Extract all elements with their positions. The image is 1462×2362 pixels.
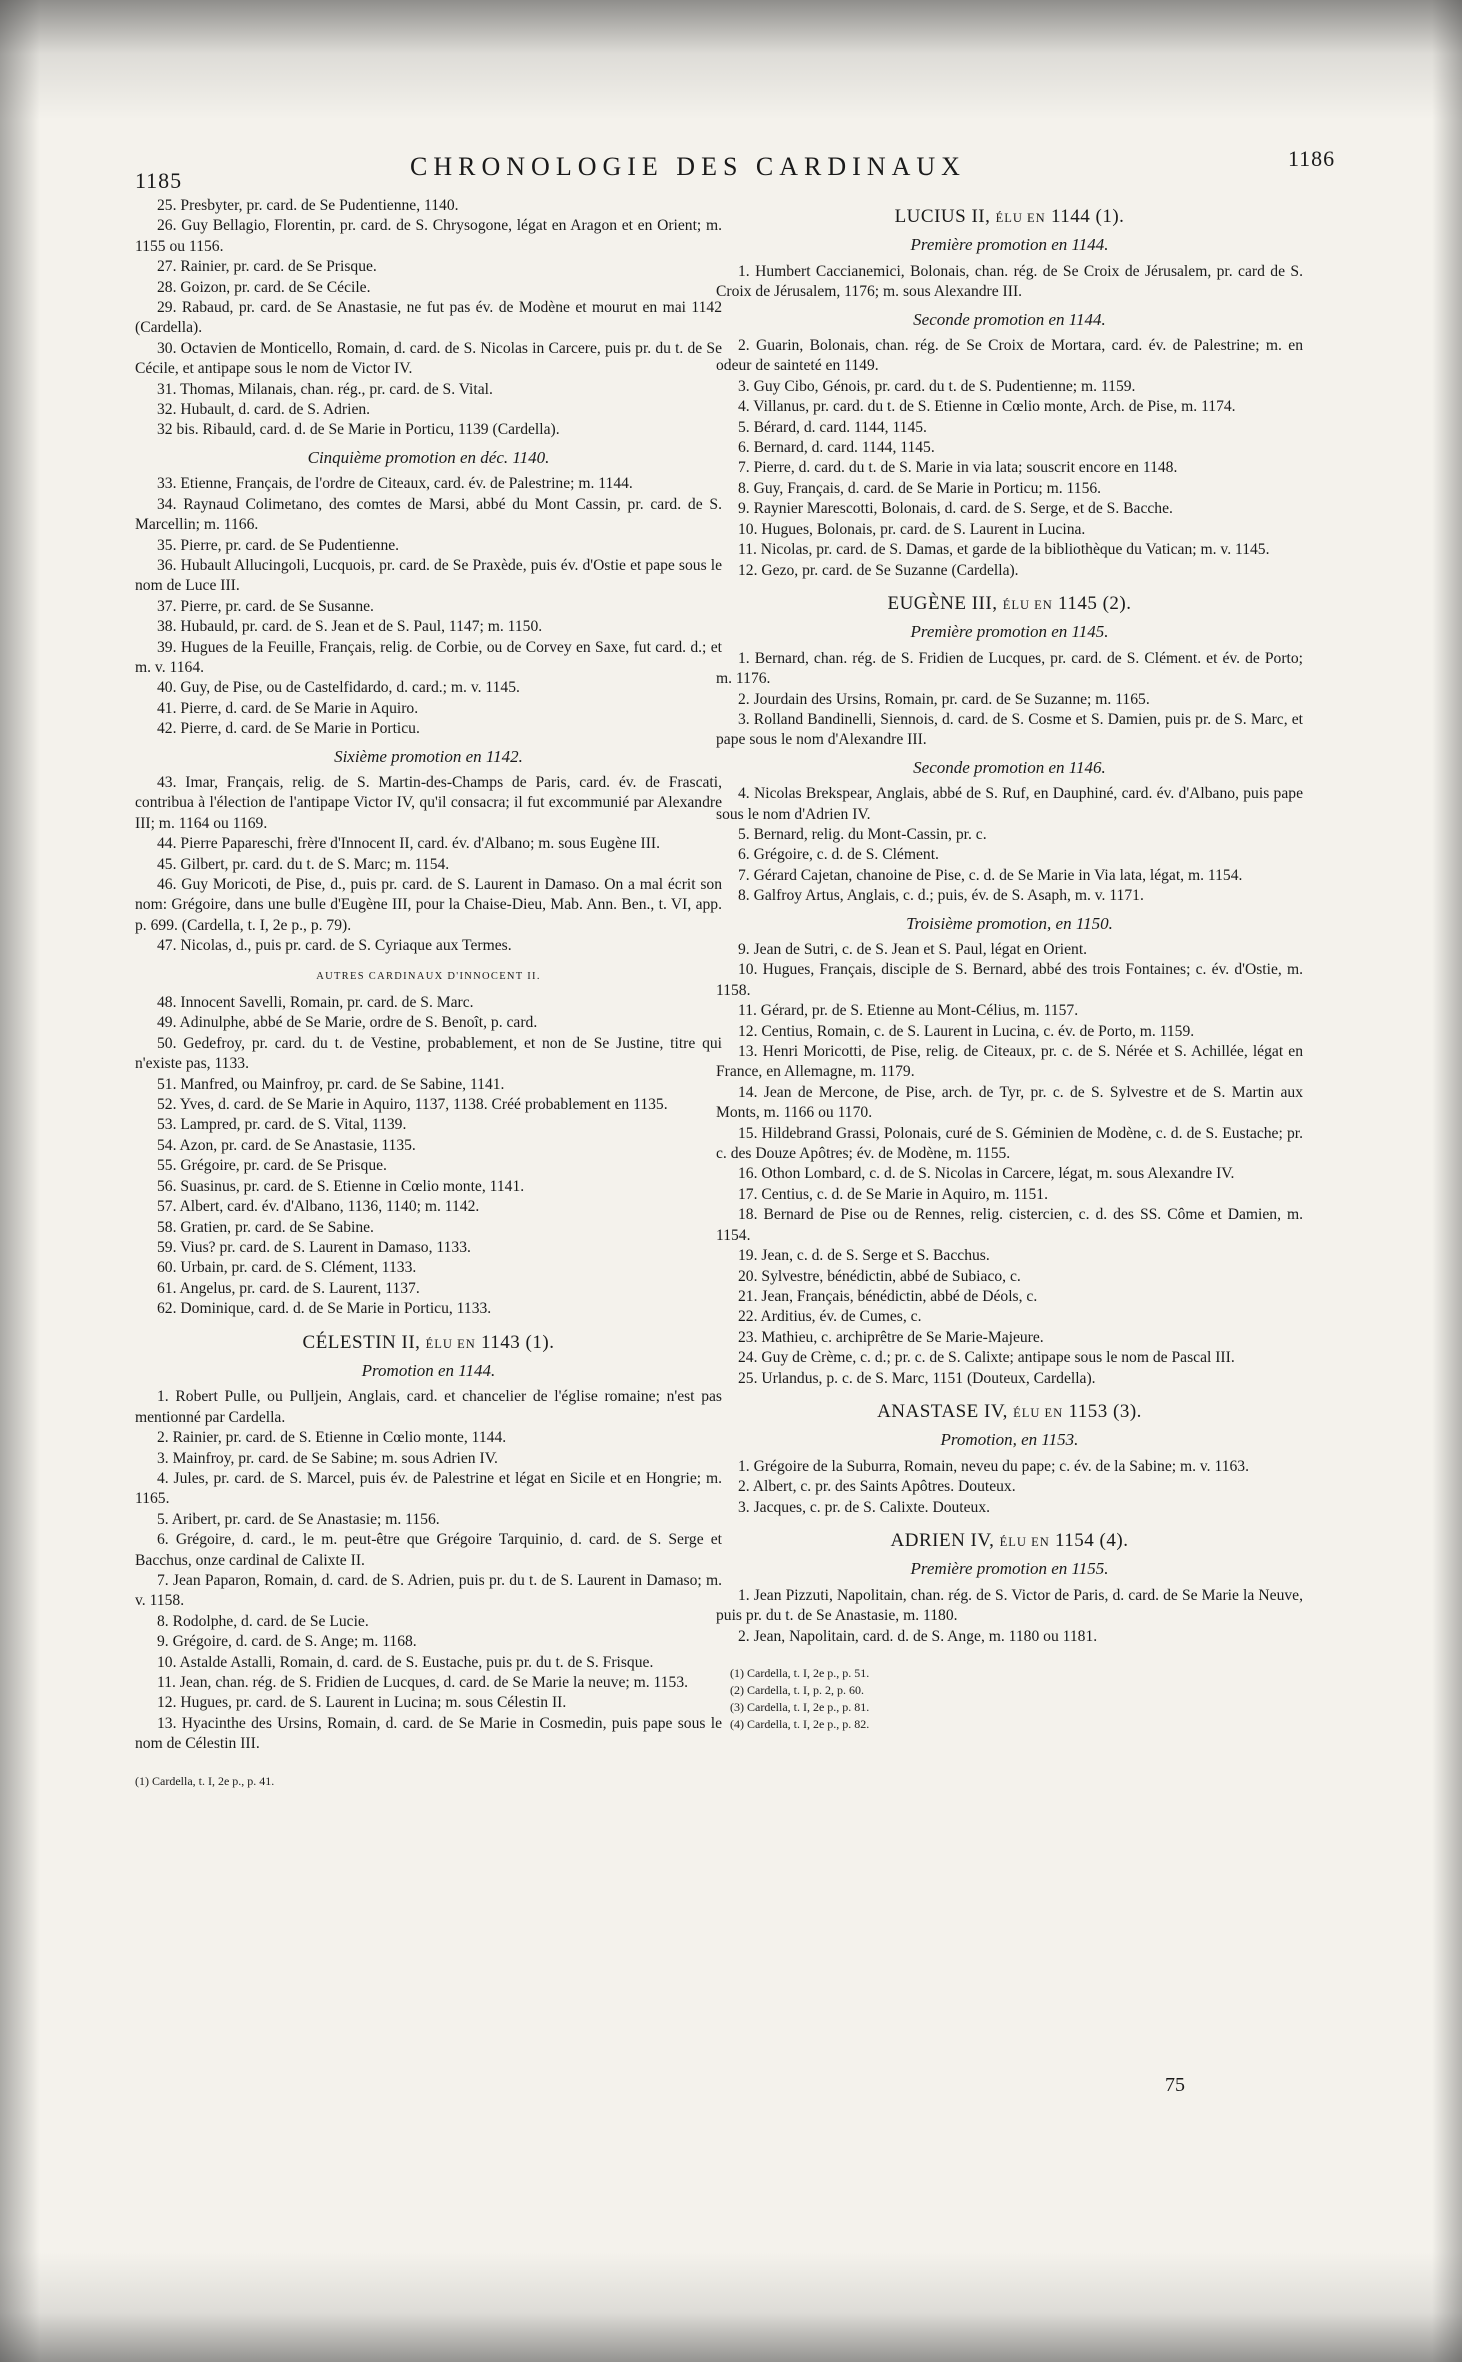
- cardinal-entry: 14. Jean de Mercone, de Pise, arch. de Tyr, pr. c. de S. Sylvestre et de S. Martin aux Monts, m. 1166 ou 1170.: [716, 1083, 1303, 1122]
- cardinal-entry: 30. Octavien de Monticello, Romain, d. card. de S. Nicolas in Carcere, puis pr. du t. de Se Cécile, et antipape sous le nom de Victor IV.: [135, 339, 722, 378]
- cardinal-entry: 12. Centius, Romain, c. de S. Laurent in Lucina, c. év. de Porto, m. 1159.: [738, 1022, 1195, 1040]
- cardinal-entry: 17. Centius, c. d. de Se Marie in Aquiro, m. 1151.: [738, 1185, 1048, 1203]
- footnotes: [135, 1773, 722, 1790]
- cardinal-entry: 34. Raynaud Colimetano, des comtes de Marsi, abbé du Mont Cassin, pr. card. de S. Marcellin; m. 1166.: [135, 495, 722, 534]
- cardinal-entry: 1. Bernard, chan. rég. de S. Fridien de Lucques, pr. card. de S. Clément. et év. de Porto; m. 1176.: [716, 649, 1303, 688]
- cardinal-entry: 45. Gilbert, pr. card. du t. de S. Marc; m. 1154.: [157, 855, 450, 873]
- cardinal-entry: 5. Bernard, relig. du Mont-Cassin, pr. c.: [738, 825, 987, 843]
- cardinal-entry: 9. Raynier Marescotti, Bolonais, d. card. de S. Serge, et de S. Bacche.: [738, 500, 1173, 518]
- promotion-heading: Seconde promotion en 1146.: [913, 757, 1106, 777]
- cardinal-entry: 47. Nicolas, d., puis pr. card. de S. Cyriaque aux Termes.: [157, 937, 512, 955]
- elected-year: 1143 (1).: [475, 1331, 555, 1353]
- elected-label: ÉLU EN: [1002, 597, 1053, 612]
- cardinal-entry: 8. Galfroy Artus, Anglais, c. d.; puis, év. de S. Asaph, m. v. 1171.: [738, 887, 1144, 905]
- cardinal-entry: 6. Grégoire, d. card., le m. peut-être que Grégoire Tarquinio, d. card. de S. Serge et Bacchus, onze cardinal de Calixte II.: [135, 1531, 722, 1569]
- cardinal-entry: 11. Nicolas, pr. card. de S. Damas, et garde de la bibliothèque du Vatican; m. v. 1145.: [738, 541, 1270, 559]
- elected-label: ÉLU EN: [425, 1336, 476, 1351]
- promotion-heading: Seconde promotion en 1144.: [913, 309, 1106, 329]
- cardinal-entry: 26. Guy Bellagio, Florentin, pr. card. de S. Chrysogone, légat en Aragon et en Orient; m. 1155 ou 1156.: [135, 217, 722, 255]
- cardinal-entry: 61. Angelus, pr. card. de S. Laurent, 1137.: [157, 1279, 420, 1297]
- cardinal-entry: 40. Guy, de Pise, ou de Castelfidardo, d. card.; m. v. 1145.: [157, 679, 520, 697]
- cardinal-entry: 11. Jean, chan. rég. de S. Fridien de Lucques, d. card. de Se Marie la neuve; m. 1153.: [157, 1674, 689, 1692]
- elected-year: 1154 (4).: [1049, 1529, 1129, 1551]
- cardinal-entry: 2. Jean, Napolitain, card. d. de S. Ange, m. 1180 ou 1181.: [738, 1627, 1098, 1645]
- cardinal-entry: 2. Jourdain des Ursins, Romain, pr. card. de Se Suzanne; m. 1165.: [738, 690, 1150, 708]
- scan-edge-left: [0, 0, 40, 2362]
- footnote: (3) Cardella, t. I, 2e p., p. 81.: [730, 1700, 870, 1714]
- cardinal-entry: 7. Gérard Cajetan, chanoine de Pise, c. d. de Se Marie in Via lata, légat, m. 1154.: [738, 866, 1243, 884]
- section-heading: AUTRES CARDINAUX D'INNOCENT II.: [316, 970, 541, 982]
- cardinal-entry: 4. Nicolas Brekspear, Anglais, abbé de S. Ruf, en Dauphiné, card. év. d'Albano, puis pape sous le nom d'Adrien IV.: [716, 785, 1303, 823]
- pope-name: ADRIEN IV,: [890, 1529, 1000, 1551]
- pope-heading: [135, 1333, 722, 1354]
- cardinal-entry: 44. Pierre Papareschi, frère d'Innocent II, card. év. d'Albano; m. sous Eugène III.: [157, 835, 660, 853]
- promotion-heading: Sixième promotion en 1142.: [334, 746, 523, 766]
- cardinal-entry: 23. Mathieu, c. archiprêtre de Se Marie-Majeure.: [738, 1328, 1044, 1346]
- cardinal-entry: 51. Manfred, ou Mainfroy, pr. card. de Se Sabine, 1141.: [157, 1075, 505, 1093]
- left-page-number: 1185: [135, 168, 183, 193]
- cardinal-entry: 7. Pierre, d. card. du t. de S. Marie in via lata; souscrit encore en 1148.: [738, 459, 1178, 477]
- cardinal-entry: 54. Azon, pr. card. de Se Anastasie, 1135.: [157, 1136, 416, 1154]
- cardinal-entry: 10. Hugues, Bolonais, pr. card. de S. Laurent in Lucina.: [738, 520, 1086, 538]
- promotion-heading: Promotion en 1144.: [361, 1360, 496, 1380]
- cardinal-entry: 12. Hugues, pr. card. de S. Laurent in Lucina; m. sous Célestin II.: [157, 1694, 567, 1712]
- cardinal-entry: 1. Jean Pizzuti, Napolitain, chan. rég. de S. Victor de Paris, d. card. de Se Marie la Neuve, puis pr. du t. de Se Anastasie, m. 1180.: [716, 1586, 1303, 1625]
- scan-edge-right: [1432, 0, 1462, 2362]
- cardinal-entry: 62. Dominique, card. d. de Se Marie in Porticu, 1133.: [157, 1300, 492, 1318]
- footnote: (1) Cardella, t. I, 2e p., p. 51.: [730, 1666, 870, 1680]
- cardinal-entry: 1. Humbert Caccianemici, Bolonais, chan. rég. de Se Croix de Jérusalem, pr. card de S. Croix de Jérusalem, 1176; m. sous Alexandre III.: [716, 262, 1303, 301]
- cardinal-entry: 5. Bérard, d. card. 1144, 1145.: [738, 418, 927, 436]
- cardinal-entry: 4. Villanus, pr. card. du t. de S. Etienne in Cœlio monte, Arch. de Pise, m. 1174.: [738, 398, 1236, 416]
- cardinal-entry: 32 bis. Ribauld, card. d. de Se Marie in Porticu, 1139 (Cardella).: [157, 421, 560, 439]
- cardinal-entry: 10. Hugues, Français, disciple de S. Bernard, abbé des trois Fontaines; c. év. d'Ostie, m. 1158.: [716, 961, 1303, 999]
- cardinal-entry: 3. Guy Cibo, Génois, pr. card. du t. de S. Pudentienne; m. 1159.: [738, 377, 1136, 395]
- cardinal-entry: 8. Rodolphe, d. card. de Se Lucie.: [157, 1612, 369, 1630]
- cardinal-entry: 10. Astalde Astalli, Romain, d. card. de S. Eustache, puis pr. du t. de S. Frisque.: [157, 1653, 654, 1671]
- pope-name: LUCIUS II,: [894, 206, 996, 227]
- cardinal-entry: 31. Thomas, Milanais, chan. rég., pr. card. de S. Vital.: [157, 380, 493, 398]
- pope-name: EUGÈNE III,: [887, 592, 1003, 614]
- elected-label: ÉLU EN: [999, 1534, 1050, 1549]
- cardinal-entry: 3. Rolland Bandinelli, Siennois, d. card. de S. Cosme et S. Damien, puis pr. de S. Marc, et pape sous le nom d'Alexandre III.: [716, 710, 1303, 749]
- promotion-heading: Cinquième promotion en déc. 1140.: [307, 447, 550, 467]
- pope-name: CÉLESTIN II,: [302, 1331, 426, 1353]
- cardinal-entry: 48. Innocent Savelli, Romain, pr. card. de S. Marc.: [157, 994, 474, 1012]
- cardinal-entry: 27. Rainier, pr. card. de Se Prisque.: [157, 258, 377, 276]
- elected-label: ÉLU EN: [995, 211, 1046, 225]
- signature-mark: 75: [1165, 2074, 1185, 2096]
- cardinal-entry: 35. Pierre, pr. card. de Se Pudentienne.: [157, 536, 400, 554]
- cardinal-entry: 9. Grégoire, d. card. de S. Ange; m. 1168.: [157, 1633, 417, 1651]
- cardinal-entry: 46. Guy Moricoti, de Pise, d., puis pr. card. de S. Laurent in Damaso. On a mal écrit son nom: Grégoire, dans une bulle d'Eugène III, pour la Chaise-Dieu, Mab. Ann. Ben., t. VI, app. p. 699. (Cardella, t. I, 2e p., p. 79).: [135, 876, 722, 934]
- pope-heading: [716, 594, 1303, 615]
- pope-heading: [716, 207, 1303, 228]
- cardinal-entry: 13. Henri Moricotti, de Pise, relig. de Citeaux, pr. c. de S. Nérée et S. Achillée, légat en France, en Allemagne, m. 1179.: [716, 1043, 1303, 1081]
- cardinal-entry: 60. Urbain, pr. card. de S. Clément, 1133.: [157, 1259, 417, 1277]
- cardinal-entry: 15. Hildebrand Grassi, Polonais, curé de S. Géminien de Modène, c. d. de S. Eustache; pr. c. des Douze Apôtres; év. de Modène, m. 1155.: [716, 1124, 1303, 1163]
- right-page-number: 1186: [1288, 146, 1336, 171]
- cardinal-entry: 49. Adinulphe, abbé de Se Marie, ordre de S. Benoît, p. card.: [157, 1014, 538, 1032]
- cardinal-entry: 56. Suasinus, pr. card. de S. Etienne in Cœlio monte, 1141.: [157, 1177, 525, 1195]
- promotion-heading: Promotion, en 1153.: [940, 1430, 1079, 1450]
- cardinal-entry: 41. Pierre, d. card. de Se Marie in Aquiro.: [157, 699, 419, 717]
- cardinal-entry: 37. Pierre, pr. card. de Se Susanne.: [157, 597, 374, 615]
- footnote: (1) Cardella, t. I, 2e p., p. 41.: [135, 1773, 275, 1788]
- cardinal-entry: 13. Hyacinthe des Ursins, Romain, d. card. de Se Marie in Cosmedin, puis pape sous le nom de Célestin III.: [135, 1714, 722, 1753]
- promotion-heading: Première promotion en 1144.: [910, 235, 1109, 255]
- cardinal-entry: 5. Aribert, pr. card. de Se Anastasie; m. 1156.: [157, 1510, 440, 1528]
- promotion-heading: Première promotion en 1145.: [910, 622, 1109, 642]
- cardinal-entry: 59. Vius? pr. card. de S. Laurent in Damaso, 1133.: [157, 1238, 471, 1256]
- cardinal-entry: 39. Hugues de la Feuille, Français, relig. de Corbie, ou de Corvey en Saxe, fut card. d.; et m. v. 1164.: [135, 638, 722, 676]
- left-column: [135, 196, 722, 1790]
- cardinal-entry: 53. Lampred, pr. card. de S. Vital, 1139.: [157, 1116, 407, 1134]
- cardinal-entry: 18. Bernard de Pise ou de Rennes, relig. cistercien, c. d. des SS. Côme et Damien, m. 1154.: [716, 1206, 1303, 1244]
- right-column: [716, 194, 1303, 1733]
- cardinal-entry: 32. Hubault, d. card. de S. Adrien.: [157, 401, 371, 419]
- cardinal-entry: 33. Etienne, Français, de l'ordre de Citeaux, card. év. de Palestrine; m. 1144.: [157, 475, 633, 493]
- footnotes: [730, 1665, 1303, 1733]
- cardinal-entry: 20. Sylvestre, bénédictin, abbé de Subiaco, c.: [738, 1267, 1021, 1285]
- promotion-heading: Troisième promotion, en 1150.: [906, 913, 1113, 933]
- scan-edge-top: [0, 0, 1462, 120]
- scan-edge-bottom: [0, 2252, 1462, 2362]
- cardinal-entry: 50. Gedefroy, pr. card. du t. de Vestine, probablement, et non de Se Justine, titre qui n'existe pas, 1133.: [135, 1034, 722, 1073]
- cardinal-entry: 22. Arditius, év. de Cumes, c.: [738, 1308, 922, 1326]
- cardinal-entry: 16. Othon Lombard, c. d. de S. Nicolas in Carcere, légat, m. sous Alexandre IV.: [738, 1165, 1235, 1183]
- cardinal-entry: 21. Jean, Français, bénédictin, abbé de Déols, c.: [738, 1287, 1038, 1305]
- cardinal-entry: 11. Gérard, pr. de S. Etienne au Mont-Célius, m. 1157.: [738, 1002, 1079, 1020]
- cardinal-entry: 2. Albert, c. pr. des Saints Apôtres. Douteux.: [738, 1478, 1016, 1496]
- cardinal-entry: 9. Jean de Sutri, c. de S. Jean et S. Paul, légat en Orient.: [738, 941, 1088, 958]
- cardinal-entry: 28. Goizon, pr. card. de Se Cécile.: [157, 278, 371, 296]
- elected-year: 1144 (1).: [1045, 206, 1125, 227]
- cardinal-entry: 1. Grégoire de la Suburra, Romain, neveu du pape; c. év. de la Sabine; m. v. 1163.: [738, 1457, 1249, 1475]
- cardinal-entry: 57. Albert, card. év. d'Albano, 1136, 1140; m. 1142.: [157, 1198, 480, 1216]
- cardinal-entry: 43. Imar, Français, relig. de S. Martin-des-Champs de Paris, card. év. de Frascati, contribua à l'élection de l'antipape Victor IV, qu'il consacra; il fut excommunié par Alexandre III; m. 1164 ou 1169.: [135, 773, 722, 832]
- elected-year: 1153 (3).: [1063, 1400, 1142, 1422]
- cardinal-entry: 7. Jean Paparon, Romain, d. card. de S. Adrien, puis pr. du t. de S. Laurent in Damaso; m. v. 1158.: [135, 1572, 722, 1610]
- cardinal-entry: 25. Presbyter, pr. card. de Se Pudentienne, 1140.: [157, 197, 459, 214]
- cardinal-entry: 4. Jules, pr. card. de S. Marcel, puis év. de Palestrine et légat en Sicile et en Hongrie; m. 1165.: [135, 1469, 722, 1508]
- cardinal-entry: 2. Guarin, Bolonais, chan. rég. de Se Croix de Mortara, card. év. de Palestrine; m. en odeur de sainteté en 1149.: [716, 337, 1303, 375]
- cardinal-entry: 42. Pierre, d. card. de Se Marie in Porticu.: [157, 720, 420, 738]
- promotion-heading: Première promotion en 1155.: [910, 1559, 1109, 1579]
- cardinal-entry: 2. Rainier, pr. card. de S. Etienne in Cœlio monte, 1144.: [157, 1429, 507, 1447]
- cardinal-entry: 36. Hubault Allucingoli, Lucquois, pr. card. de Se Praxède, puis év. d'Ostie et pape sous le nom de Luce III.: [135, 556, 722, 595]
- pope-name: ANASTASE IV,: [877, 1400, 1014, 1422]
- footnote: (4) Cardella, t. I, 2e p., p. 82.: [730, 1717, 870, 1731]
- cardinal-entry: 38. Hubauld, pr. card. de S. Jean et de S. Paul, 1147; m. 1150.: [157, 618, 543, 636]
- cardinal-entry: 1. Robert Pulle, ou Pulljein, Anglais, card. et chancelier de l'église romaine; n'est pas mentionné par Cardella.: [135, 1388, 722, 1426]
- cardinal-entry: 3. Jacques, c. pr. de S. Calixte. Douteux.: [738, 1498, 991, 1516]
- pope-heading: [716, 1531, 1303, 1552]
- pope-heading: [716, 1402, 1303, 1423]
- cardinal-entry: 6. Grégoire, c. d. de S. Clément.: [738, 846, 939, 864]
- cardinal-entry: 55. Grégoire, pr. card. de Se Prisque.: [157, 1157, 387, 1175]
- cardinal-entry: 52. Yves, d. card. de Se Marie in Aquiro, 1137, 1138. Créé probablement en 1135.: [157, 1096, 668, 1114]
- cardinal-entry: 29. Rabaud, pr. card. de Se Anastasie, ne fut pas év. de Modène et mourut en mai 1142 (Cardella).: [135, 299, 722, 337]
- cardinal-entry: 19. Jean, c. d. de S. Serge et S. Bacchus.: [738, 1247, 990, 1265]
- cardinal-entry: 3. Mainfroy, pr. card. de Se Sabine; m. sous Adrien IV.: [157, 1449, 498, 1467]
- cardinal-entry: 25. Urlandus, p. c. de S. Marc, 1151 (Douteux, Cardella).: [738, 1369, 1096, 1387]
- elected-year: 1145 (2).: [1052, 592, 1132, 614]
- cardinal-entry: 6. Bernard, d. card. 1144, 1145.: [738, 439, 935, 457]
- elected-label: ÉLU EN: [1013, 1405, 1064, 1420]
- footnote: (2) Cardella, t. I, p. 2, p. 60.: [730, 1683, 864, 1697]
- cardinal-entry: 8. Guy, Français, d. card. de Se Marie in Porticu; m. 1156.: [738, 479, 1102, 497]
- cardinal-entry: 58. Gratien, pr. card. de Se Sabine.: [157, 1218, 374, 1236]
- cardinal-entry: 12. Gezo, pr. card. de Se Suzanne (Cardella).: [738, 561, 1019, 579]
- cardinal-entry: 24. Guy de Crème, c. d.; pr. c. de S. Calixte; antipape sous le nom de Pascal III.: [738, 1349, 1235, 1367]
- running-title: CHRONOLOGIE DES CARDINAUX: [410, 152, 966, 181]
